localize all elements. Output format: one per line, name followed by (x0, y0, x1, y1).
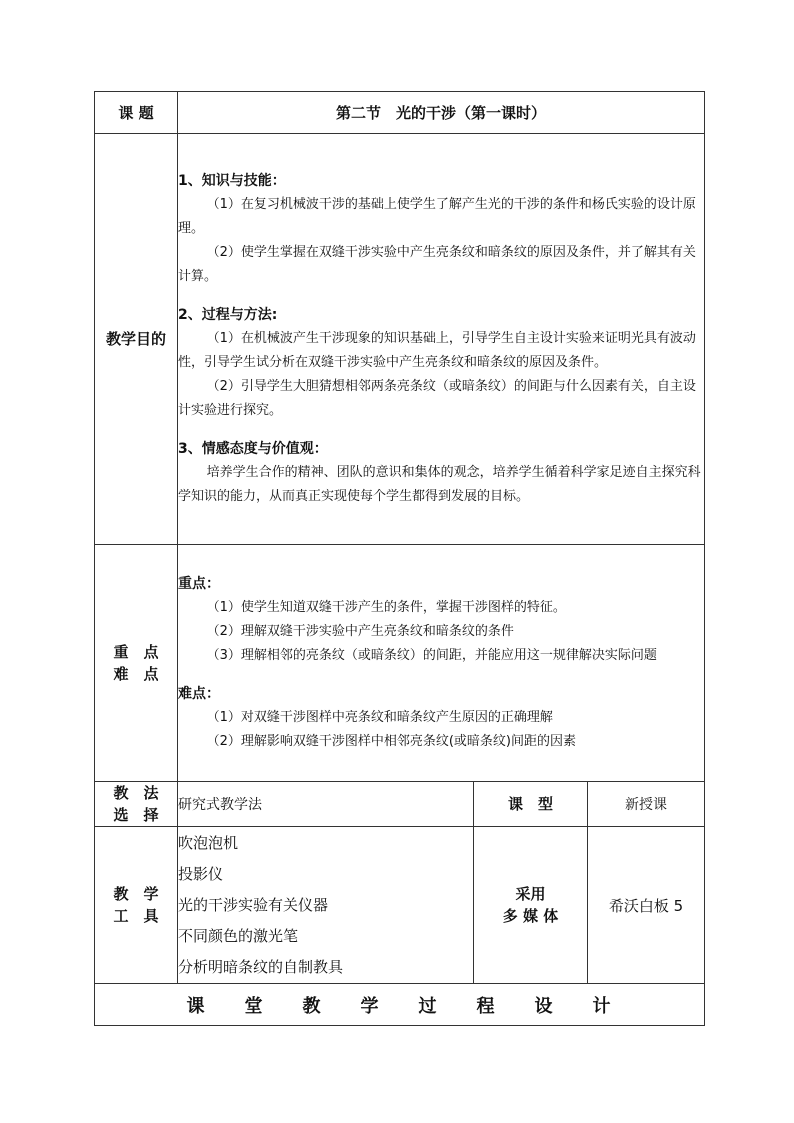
lesson-title: 第二节 光的干涉（第一课时） (178, 92, 705, 134)
classroom-process-design-heading (95, 984, 705, 1026)
key-points-label-line2: 难 点 (113, 665, 159, 683)
spacer (178, 668, 704, 682)
objective-heading-attitude: 3、情感态度与价值观： (178, 441, 328, 457)
key-points-content (178, 545, 705, 782)
tools-label-line1: 教 学 (113, 885, 159, 903)
key-points-label (95, 545, 178, 782)
method-row (95, 782, 705, 827)
key-item: （3）理解相邻的亮条纹（或暗条纹）的间距，并能应用这一规律解决实际问题 (206, 648, 657, 663)
tool-item: 吹泡泡机 (178, 833, 239, 852)
footer-row (95, 984, 705, 1026)
spacer (178, 289, 704, 303)
method-label-line1: 教 法 (113, 784, 159, 802)
objectives-label: 教学目的 (95, 134, 178, 545)
footer-char: 计 (592, 995, 613, 1017)
media-value: 希沃白板 5 (588, 827, 705, 984)
footer-char: 程 (476, 995, 497, 1017)
lesson-plan-table (94, 91, 705, 1026)
spacer (178, 423, 704, 437)
footer-char: 堂 (244, 995, 265, 1017)
title-row (95, 92, 705, 134)
key-points-label-line1: 重 点 (113, 643, 159, 661)
tools-label (95, 827, 178, 984)
objective-item: （2）使学生掌握在双缝干涉实验中产生亮条纹和暗条纹的原因及条件，并了解其有关计算。 (178, 245, 696, 284)
objectives-row (95, 134, 705, 545)
tools-label-line2: 工 具 (113, 907, 159, 925)
tool-item: 分析明暗条纹的自制教具 (178, 957, 344, 976)
lesson-type-value: 新授课 (588, 782, 705, 827)
footer-char: 过 (418, 995, 439, 1017)
footer-char: 设 (534, 995, 555, 1017)
objectives-content (178, 134, 705, 545)
objective-item: （1）在复习机械波干涉的基础上使学生了解产生光的干涉的条件和杨氏实验的设计原理。 (178, 197, 696, 236)
objective-item: 培养学生合作的精神、团队的意识和集体的观念，培养学生循着科学家足迹自主探究科学知识的能力，从而真正实现使每个学生都得到发展的目标。 (178, 465, 701, 504)
key-item: （1）使学生知道双缝干涉产生的条件，掌握干涉图样的特征。 (206, 600, 566, 615)
key-points-row (95, 545, 705, 782)
objective-heading-process: 2、过程与方法: (178, 307, 278, 323)
objective-heading-knowledge: 1、知识与技能： (178, 173, 286, 189)
media-label (474, 827, 588, 984)
title-label: 课 题 (95, 92, 178, 134)
objective-item: （2）引导学生大胆猜想相邻两条亮条纹（或暗条纹）的间距与什么因素有关，自主设计实验进行探究。 (178, 379, 696, 418)
tools-list (178, 827, 474, 984)
difficulty-heading: 难点： (178, 686, 220, 702)
footer-char: 课 (186, 995, 207, 1017)
difficulty-item: （2）理解影响双缝干涉图样中相邻亮条纹(或暗条纹)间距的因素 (206, 734, 577, 749)
lesson-type-label: 课 型 (474, 782, 588, 827)
difficulty-item: （1）对双缝干涉图样中亮条纹和暗条纹产生原因的正确理解 (206, 710, 553, 725)
tool-item: 光的干涉实验有关仪器 (178, 895, 329, 914)
method-label (95, 782, 178, 827)
media-label-line1: 采用 (515, 885, 546, 903)
key-item: （2）理解双缝干涉实验中产生亮条纹和暗条纹的条件 (206, 624, 514, 639)
key-heading: 重点： (178, 576, 220, 592)
footer-char: 教 (302, 995, 323, 1017)
teaching-method: 研究式教学法 (178, 782, 474, 827)
tools-row (95, 827, 705, 984)
media-label-line2: 多 媒 体 (502, 907, 559, 925)
method-label-line2: 选 择 (113, 806, 159, 824)
tool-item: 投影仪 (178, 864, 224, 883)
footer-char: 学 (360, 995, 381, 1017)
objective-item: （1）在机械波产生干涉现象的知识基础上，引导学生自主设计实验来证明光具有波动性，引导学生试分析在双缝干涉实验中产生亮条纹和暗条纹的原因及条件。 (178, 331, 696, 370)
tool-item: 不同颜色的激光笔 (178, 926, 299, 945)
